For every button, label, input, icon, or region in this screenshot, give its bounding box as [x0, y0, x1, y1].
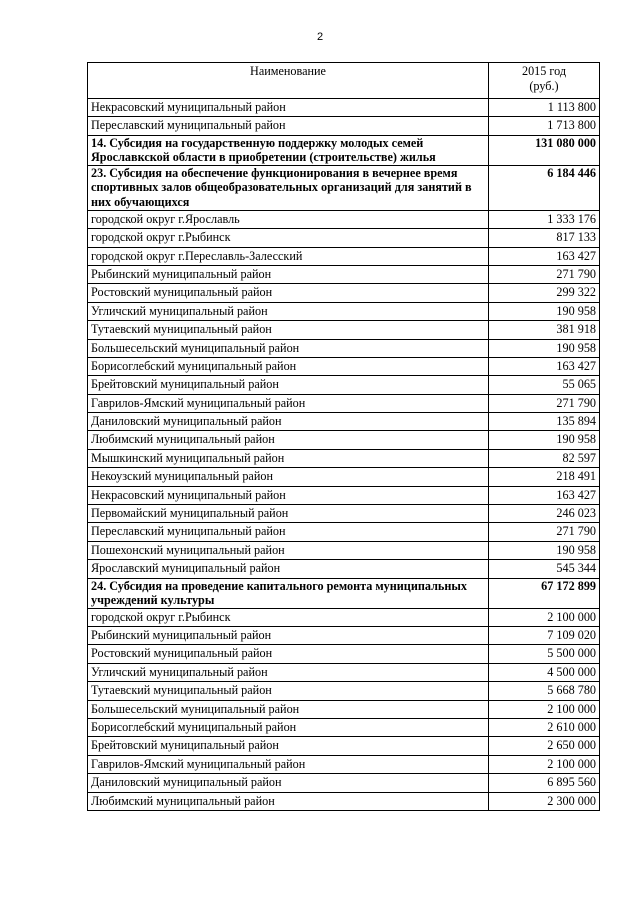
row-value: 2 610 000: [489, 718, 600, 736]
table-row: [88, 626, 600, 644]
table-row: [88, 505, 600, 523]
section-title-23: 23. Субсидия на обеспечение функционирования в вечернее время спортивных залов общеобразовательных организаций для занятий в них обучающихся: [88, 165, 489, 210]
row-name: городской округ г.Рыбинск: [88, 229, 489, 247]
table-row: [88, 413, 600, 431]
row-value: 271 790: [489, 523, 600, 541]
row-name: городской округ г.Переславль-Залесский: [88, 247, 489, 265]
row-name: Гаврилов-Ямский муниципальный район: [88, 755, 489, 773]
row-value: 4 500 000: [489, 663, 600, 681]
table-body: [88, 99, 600, 211]
row-value: 218 491: [489, 468, 600, 486]
row-value: 2 100 000: [489, 700, 600, 718]
row-name: Некрасовский муниципальный район: [88, 99, 489, 117]
row-value: 135 894: [489, 413, 600, 431]
row-value: 190 958: [489, 339, 600, 357]
row-name: Любимский муниципальный район: [88, 431, 489, 449]
table-row: [88, 523, 600, 541]
row-name: Тутаевский муниципальный район: [88, 321, 489, 339]
table-row: [88, 468, 600, 486]
row-name: Некрасовский муниципальный район: [88, 486, 489, 504]
row-name: Угличский муниципальный район: [88, 663, 489, 681]
table-row: [88, 541, 600, 559]
row-value: 6 895 560: [489, 774, 600, 792]
column-header-unit: (руб.): [529, 79, 559, 93]
table-row: [88, 247, 600, 265]
section-24-rows: [88, 608, 600, 810]
row-value: 246 023: [489, 505, 600, 523]
row-name: Борисоглебский муниципальный район: [88, 357, 489, 375]
column-header-name: Наименование: [88, 63, 489, 99]
table-row: [88, 792, 600, 810]
row-value: 163 427: [489, 247, 600, 265]
row-name: Некоузский муниципальный район: [88, 468, 489, 486]
row-value: 2 100 000: [489, 755, 600, 773]
table-row: [88, 265, 600, 283]
row-value: 5 668 780: [489, 682, 600, 700]
table-row: [88, 645, 600, 663]
table-row: [88, 700, 600, 718]
table-row: [88, 486, 600, 504]
row-name: Угличский муниципальный район: [88, 302, 489, 320]
table-row: [88, 210, 600, 228]
subsidy-table: [87, 62, 600, 811]
row-value: 190 958: [489, 302, 600, 320]
row-name: Даниловский муниципальный район: [88, 774, 489, 792]
section-row-24: [88, 578, 600, 608]
row-name: Ростовский муниципальный район: [88, 645, 489, 663]
table-row: [88, 284, 600, 302]
table-row: [88, 394, 600, 412]
row-value: 271 790: [489, 265, 600, 283]
row-name: Брейтовский муниципальный район: [88, 376, 489, 394]
table-row: [88, 755, 600, 773]
section-24-header: [88, 578, 600, 608]
row-name: Тутаевский муниципальный район: [88, 682, 489, 700]
table-row: [88, 229, 600, 247]
section-title-14: 14. Субсидия на государственную поддержку молодых семей Ярославкской области в приобретении (строительстве) жилья: [88, 135, 489, 165]
section-total-14: 131 080 000: [489, 135, 600, 165]
row-name: Гаврилов-Ямский муниципальный район: [88, 394, 489, 412]
row-value: 1 713 800: [489, 117, 600, 135]
row-value: 381 918: [489, 321, 600, 339]
table-row: [88, 302, 600, 320]
row-value: 271 790: [489, 394, 600, 412]
table-row: [88, 99, 600, 117]
row-name: Мышкинский муниципальный район: [88, 449, 489, 467]
row-value: 190 958: [489, 431, 600, 449]
row-name: Переславский муниципальный район: [88, 523, 489, 541]
page-number: 2: [316, 31, 324, 43]
row-name: городской округ г.Рыбинск: [88, 608, 489, 626]
table-row: [88, 663, 600, 681]
column-header-year: [489, 63, 600, 99]
table-row: [88, 376, 600, 394]
row-name: Первомайский муниципальный район: [88, 505, 489, 523]
table-row: [88, 737, 600, 755]
table-row: [88, 117, 600, 135]
section-title-24: 24. Субсидия на проведение капитального ремонта муниципальных учреждений культуры: [88, 578, 489, 608]
row-name: Рыбинский муниципальный район: [88, 265, 489, 283]
table-row: [88, 608, 600, 626]
row-value: 299 322: [489, 284, 600, 302]
row-value: 1 333 176: [489, 210, 600, 228]
row-name: Большесельский муниципальный район: [88, 339, 489, 357]
row-value: 2 650 000: [489, 737, 600, 755]
row-value: 55 065: [489, 376, 600, 394]
row-name: Даниловский муниципальный район: [88, 413, 489, 431]
section-row-23: [88, 165, 600, 210]
row-value: 817 133: [489, 229, 600, 247]
row-name: Пошехонский муниципальный район: [88, 541, 489, 559]
row-value: 5 500 000: [489, 645, 600, 663]
section-total-23: 6 184 446: [489, 165, 600, 210]
row-value: 190 958: [489, 541, 600, 559]
column-header-year-label: 2015 год: [521, 64, 567, 78]
table-row: [88, 774, 600, 792]
row-name: Большесельский муниципальный район: [88, 700, 489, 718]
row-value: 1 113 800: [489, 99, 600, 117]
table-row: [88, 339, 600, 357]
section-23-rows: [88, 210, 600, 578]
row-value: 163 427: [489, 357, 600, 375]
row-value: 2 100 000: [489, 608, 600, 626]
table-row: [88, 682, 600, 700]
table-row: [88, 431, 600, 449]
table-row: [88, 321, 600, 339]
table-row: [88, 560, 600, 578]
row-value: 7 109 020: [489, 626, 600, 644]
row-name: Ярославский муниципальный район: [88, 560, 489, 578]
row-value: 545 344: [489, 560, 600, 578]
row-name: Борисоглебский муниципальный район: [88, 718, 489, 736]
table-header-row: [88, 63, 600, 99]
row-value: 2 300 000: [489, 792, 600, 810]
section-total-24: 67 172 899: [489, 578, 600, 608]
row-name: Ростовский муниципальный район: [88, 284, 489, 302]
row-value: 82 597: [489, 449, 600, 467]
row-name: Переславский муниципальный район: [88, 117, 489, 135]
row-name: Брейтовский муниципальный район: [88, 737, 489, 755]
section-row-14: [88, 135, 600, 165]
row-value: 163 427: [489, 486, 600, 504]
row-name: городской округ г.Ярославль: [88, 210, 489, 228]
row-name: Любимский муниципальный район: [88, 792, 489, 810]
row-name: Рыбинский муниципальный район: [88, 626, 489, 644]
table-row: [88, 449, 600, 467]
table-row: [88, 718, 600, 736]
table-row: [88, 357, 600, 375]
